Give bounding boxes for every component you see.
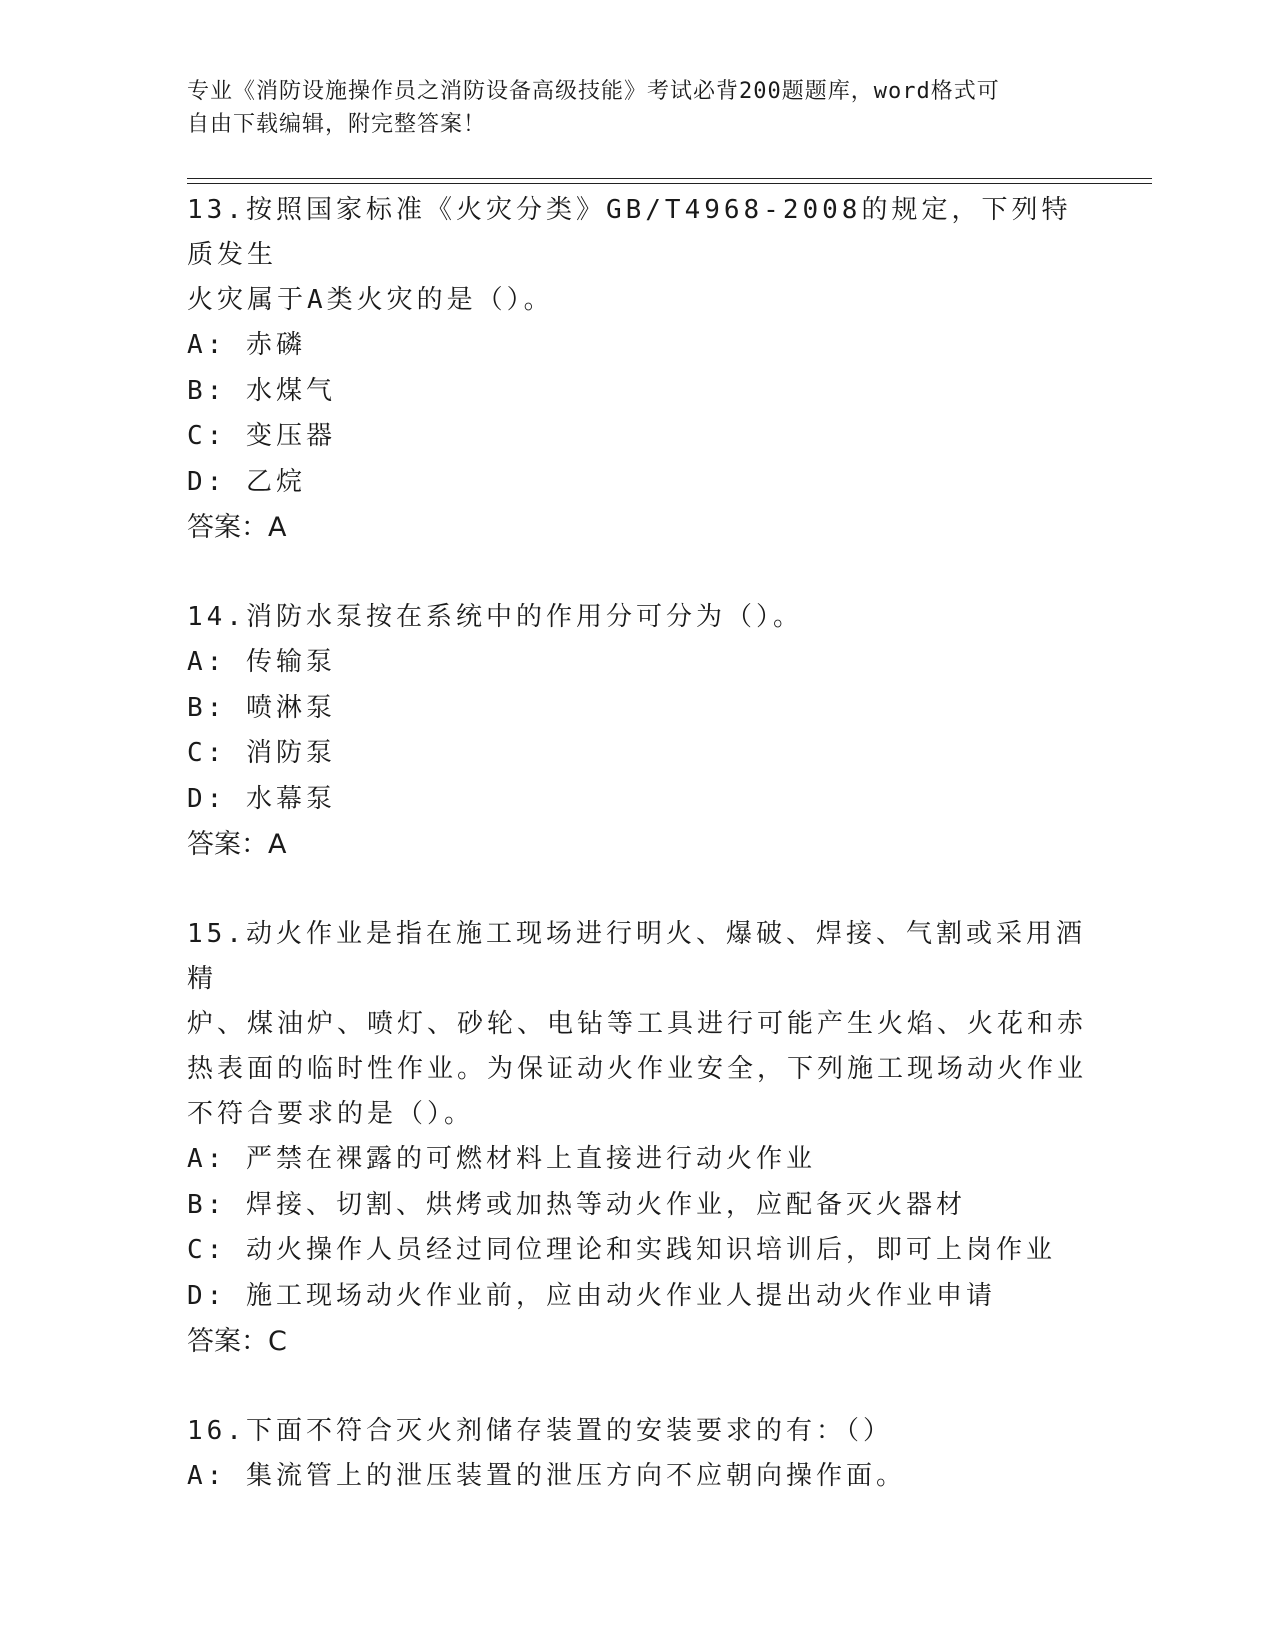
question-14 [187, 595, 1087, 867]
document-header [187, 75, 1067, 141]
option-c: C: 变压器 [187, 421, 336, 451]
stem-line: 13.按照国家标准《火灾分类》GB/T4968-2008的规定，下列特质发生 [187, 195, 1072, 270]
option-a: A: 传输泵 [187, 647, 336, 677]
header-rule-top [187, 178, 1152, 179]
question-15 [187, 912, 1087, 1364]
option-d: D: 施工现场动火作业前，应由动火作业人提出动火作业申请 [187, 1280, 996, 1311]
option-c: C: 消防泵 [187, 738, 336, 768]
option-a: A: 严禁在裸露的可燃材料上直接进行动火作业 [187, 1144, 816, 1174]
question-stem [187, 188, 1087, 323]
stem-line: 炉、煤油炉、喷灯、砂轮、电钻等工具进行可能产生火焰、火花和赤 [187, 1009, 1088, 1039]
header-line-1: 专业《消防设施操作员之消防设备高级技能》考试必背200题题库，word格式可 [187, 79, 1000, 104]
option-a: A: 集流管上的泄压装置的泄压方向不应朝向操作面。 [187, 1461, 906, 1491]
option-d: D: 乙烷 [187, 466, 306, 497]
stem-line: 不符合要求的是（）。 [187, 1099, 475, 1129]
answer-line: 答案：C [187, 1326, 287, 1357]
question-list [187, 188, 1087, 1545]
stem-line: 热表面的临时性作业。为保证动火作业安全，下列施工现场动火作业 [187, 1054, 1088, 1084]
option-b: B: 喷淋泵 [187, 692, 336, 723]
stem-line: 16.下面不符合灭火剂储存装置的安装要求的有：（） [187, 1416, 893, 1446]
header-rule-bottom [187, 183, 1152, 184]
question-13 [187, 188, 1087, 550]
option-d: D: 水幕泵 [187, 783, 336, 814]
stem-line: 14.消防水泵按在系统中的作用分可分为（）。 [187, 602, 803, 632]
option-a: A: 赤磷 [187, 330, 306, 360]
option-b: B: 水煤气 [187, 375, 336, 406]
question-stem [187, 1409, 1087, 1454]
question-16 [187, 1409, 1087, 1500]
question-stem [187, 912, 1087, 1137]
header-line-2: 自由下载编辑，附完整答案！ [187, 112, 487, 137]
answer-line: 答案：A [187, 829, 287, 860]
answer-line: 答案：A [187, 512, 287, 543]
option-c: C: 动火操作人员经过同位理论和实践知识培训后，即可上岗作业 [187, 1235, 1056, 1265]
option-b: B: 焊接、切割、烘烤或加热等动火作业，应配备灭火器材 [187, 1189, 966, 1220]
stem-line: 15.动火作业是指在施工现场进行明火、爆破、焊接、气割或采用酒精 [187, 919, 1086, 994]
stem-line: 火灾属于A类火灾的是（）。 [187, 285, 554, 315]
question-stem [187, 595, 1087, 640]
